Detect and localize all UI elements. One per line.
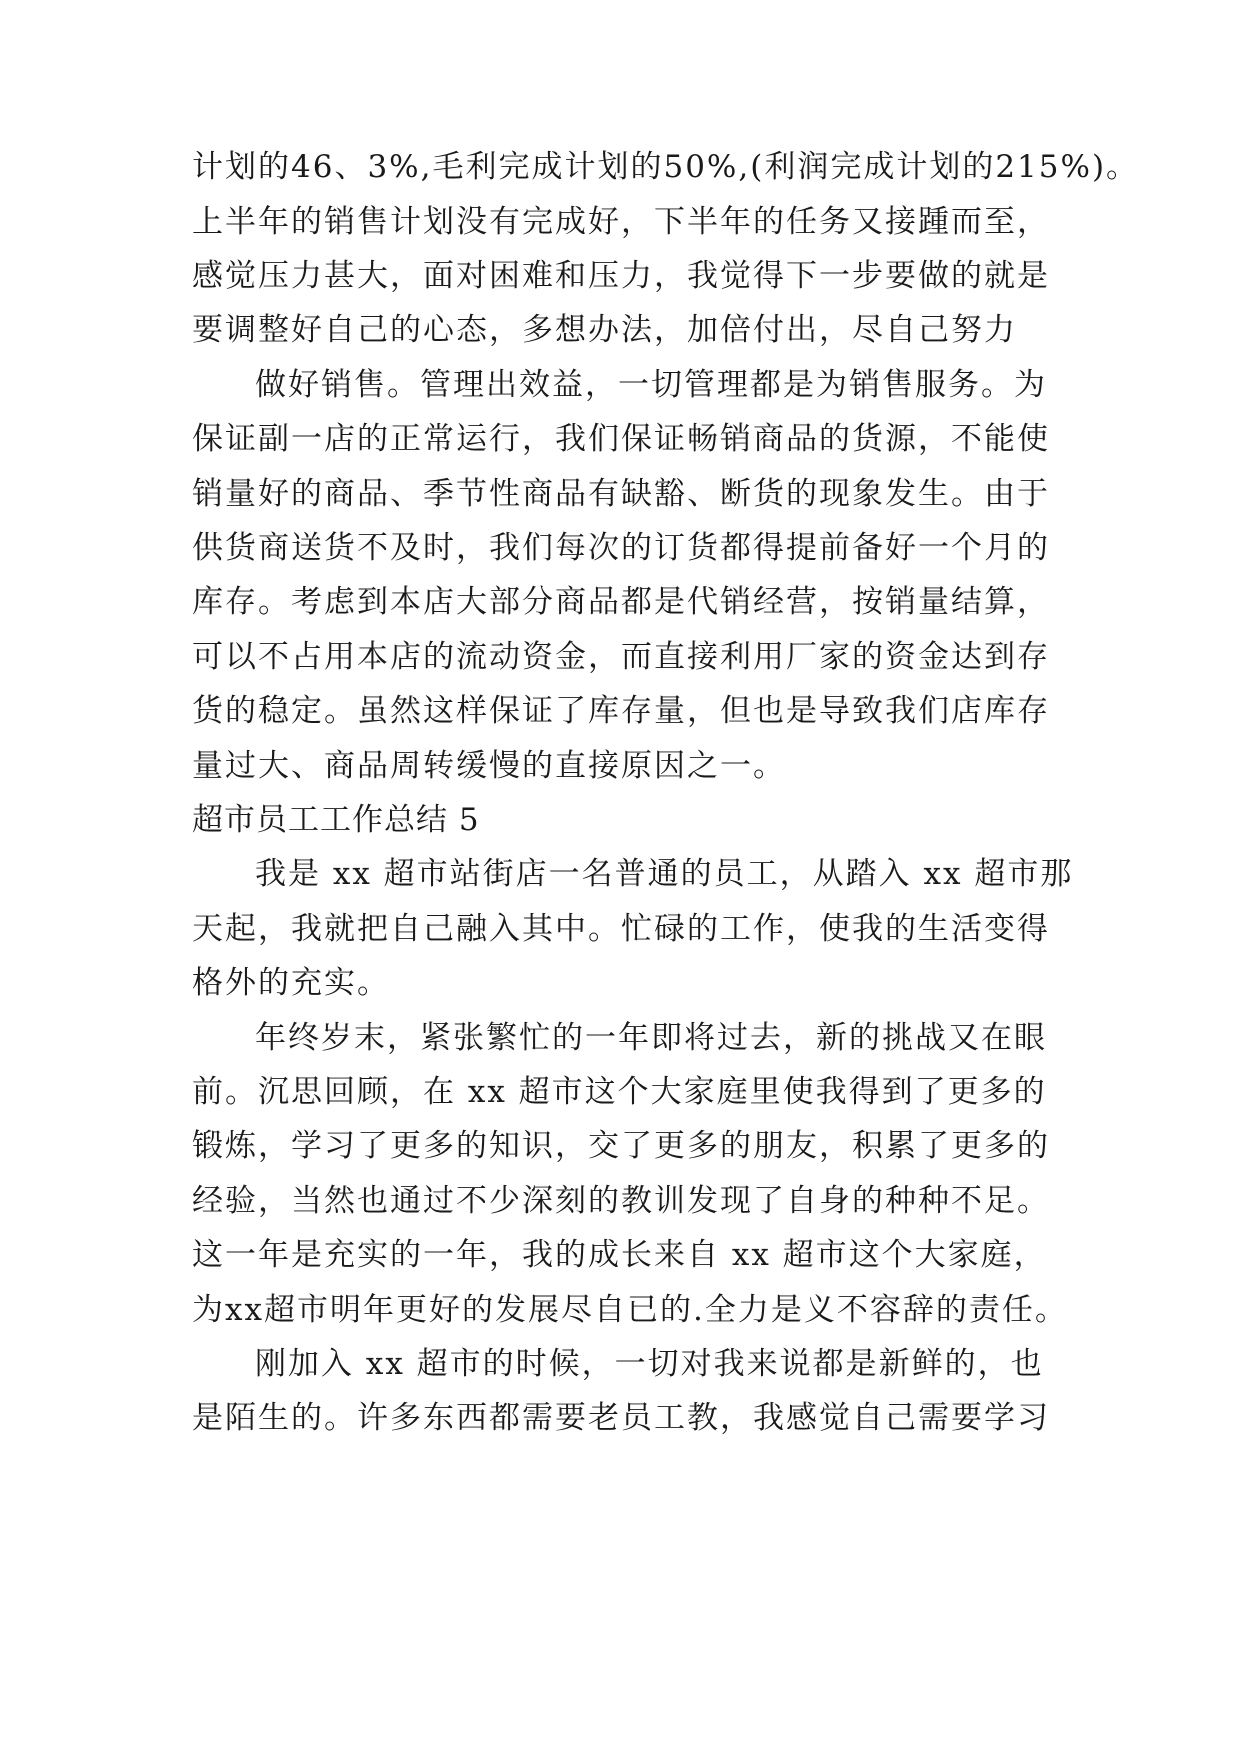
text-line: 这一年是充实的一年，我的成长来自 xx 超市这个大家庭，: [192, 1237, 1047, 1273]
text-line: 要调整好自己的心态，多想办法，加倍付出，尽自己努力: [192, 312, 1017, 348]
text-line: 量过大、商品周转缓慢的直接原因之一。: [192, 748, 786, 784]
text-line: 计划的46、3%,毛利完成计划的50%,(利润完成计划的215%)。: [192, 149, 1140, 185]
text-line: 天起，我就把自己融入其中。忙碌的工作，使我的生活变得: [192, 911, 1050, 947]
text-line: 前。沉思回顾，在 xx 超市这个大家庭里使我得到了更多的: [192, 1074, 1047, 1110]
text-line: 供货商送货不及时，我们每次的订货都得提前备好一个月的: [192, 530, 1050, 566]
text-line: 库存。考虑到本店大部分商品都是代销经营，按销量结算，: [192, 584, 1050, 620]
text-line: 经验，当然也通过不少深刻的教训发现了自身的种种不足。: [192, 1183, 1050, 1219]
text-line: 保证副一店的正常运行，我们保证畅销商品的货源，不能使: [192, 421, 1050, 457]
text-line: 销量好的商品、季节性商品有缺豁、断货的现象发生。由于: [192, 476, 1050, 512]
paragraph-first-line: 年终岁末，紧张繁忙的一年即将过去，新的挑战又在眼: [255, 1020, 1047, 1056]
paragraph-first-line: 做好销售。管理出效益，一切管理都是为销售服务。为: [255, 367, 1047, 403]
text-line: 可以不占用本店的流动资金，而直接利用厂家的资金达到存: [192, 639, 1050, 675]
paragraph-first-line: 刚加入 xx 超市的时候，一切对我来说都是新鲜的，也: [255, 1346, 1044, 1382]
text-line: 格外的充实。: [192, 965, 390, 1001]
text-line: 锻炼，学习了更多的知识，交了更多的朋友，积累了更多的: [192, 1128, 1050, 1164]
text-line: 上半年的销售计划没有完成好，下半年的任务又接踵而至，: [192, 204, 1050, 240]
text-line: 为xx超市明年更好的发展尽自已的.全力是义不容辞的责任。: [192, 1292, 1068, 1328]
text-line: 感觉压力甚大，面对困难和压力，我觉得下一步要做的就是: [192, 258, 1050, 294]
section-heading: 超市员工工作总结 5: [192, 802, 480, 838]
paragraph-first-line: 我是 xx 超市站街店一名普通的员工，从踏入 xx 超市那: [255, 856, 1074, 892]
text-line: 是陌生的。许多东西都需要老员工教，我感觉自己需要学习: [192, 1400, 1050, 1436]
text-line: 货的稳定。虽然这样保证了库存量，但也是导致我们店库存: [192, 693, 1050, 729]
